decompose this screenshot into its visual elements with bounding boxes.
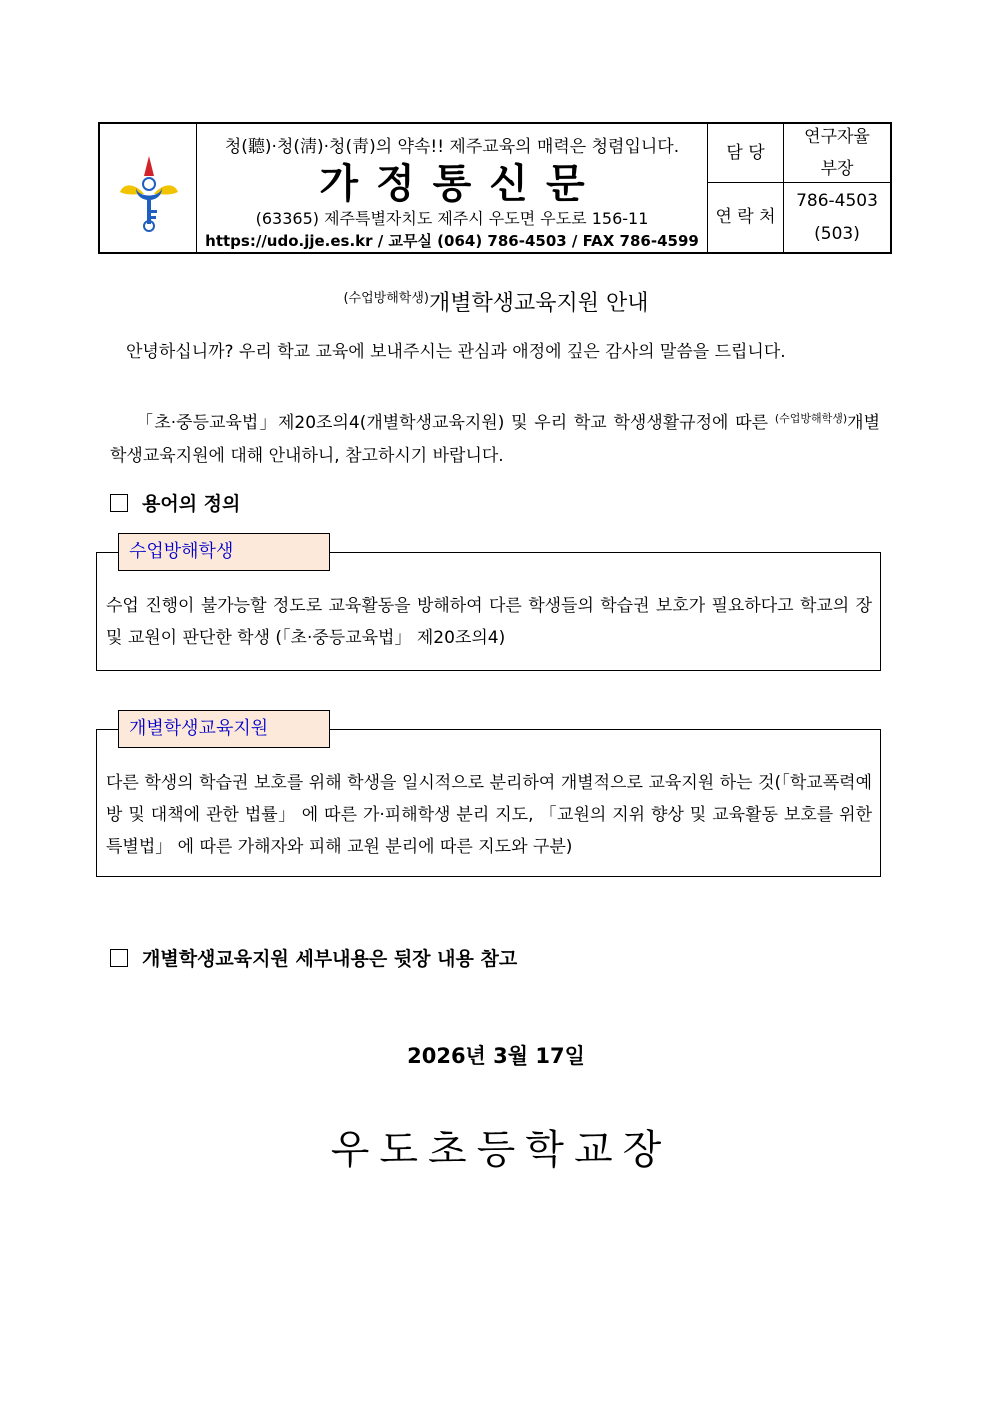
intro-paragraph-2 [110,402,880,473]
issue-date: 2026년 3월 17일 [407,1044,585,1068]
school-address: (63365) 제주특별자치도 제주시 우도면 우도로 156-11 [255,209,649,228]
contact-value: 786-4503(503) [796,191,878,244]
checkbox-icon [110,494,128,512]
intro-p2-superscript: (수업방해학생) [774,412,848,425]
intro-p2-tail: 개별학생교육지원에 대해 안내하니, 참고하시기 바랍니다. [110,413,881,466]
slogan-text: 청(聽)·청(淸)·청(靑)의 약속!! 제주교육의 매력은 청렴입니다. [224,137,680,157]
checkbox-icon [110,949,128,967]
intro-p2-main: 「초·중등교육법」제20조의4(개별학생교육지원) 및 우리 학교 학생생활규정에 따른 [136,413,769,433]
document-title: 가정통신문 [319,161,603,207]
definition-term-2: 개별학생교육지원 [118,710,330,748]
details-heading [110,944,517,971]
school-logo-cell [100,124,197,252]
principal-signature: 우도초등학교장 [330,1127,672,1173]
definition-description-2: 다른 학생의 학습권 보호를 위해 학생을 일시적으로 분리하여 개별적으로 교육지원 하는 것(「학교폭력예방 및 대책에 관한 법률」 에 따른 가·피해학생 분리 지도, 「교원의 지위 향상 및 교육활동 보호를 위한 특별법」 에 따른 가해자와 피해 교원 분리에 따른 지도와 구분) [106,773,872,857]
manager-label: 담 당 [708,124,784,183]
notice-title [0,286,992,317]
letterhead-table [98,122,892,254]
definition-description-1: 수업 진행이 불가능할 정도로 교육활동을 방해하여 다른 학생들의 학습권 보호가 필요하다고 학교의 장 및 교원이 판단한 학생 (「초·중등교육법」 제20조의4) [106,596,872,648]
title-cell [197,124,708,252]
details-heading-text: 개별학생교육지원 세부내용은 뒷장 내용 참고 [142,948,518,970]
notice-title-text: 개별학생교육지원 안내 [428,291,649,316]
school-emblem-icon [114,154,184,234]
definitions-heading [110,489,240,516]
manager-value: 연구자율부장 [784,124,890,183]
definition-term-1: 수업방해학생 [118,533,330,571]
intro-paragraph-1: 안녕하십니까? 우리 학교 교육에 보내주시는 관심과 애정에 깊은 감사의 말씀을 드립니다. [126,342,786,362]
contact-label: 연 락 처 [708,183,784,252]
definitions-heading-text: 용어의 정의 [142,493,241,515]
contact-grid [708,124,890,252]
notice-title-prefix: (수업방해학생) [343,291,429,306]
school-web-contact: https://udo.jje.es.kr / 교무실 (064) 786-4503 / FAX 786-4599 [205,232,699,250]
